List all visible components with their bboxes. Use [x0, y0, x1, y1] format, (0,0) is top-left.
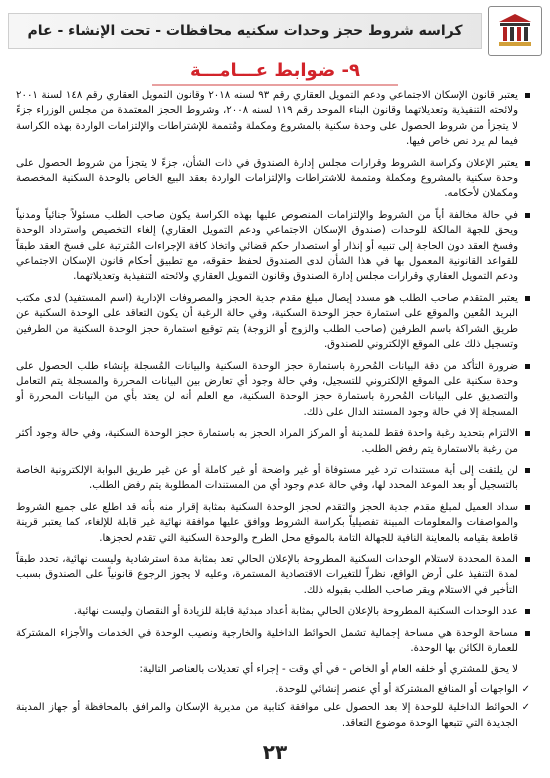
- content-body: [16, 88, 530, 734]
- clause-item: لن يلتفت إلى أية مستندات ترد غير مستوفاة أو غير واضحة أو غير كاملة أو عن غير طريق البوابة الإلكترونية الخاصة بالتسجيل أو بعد الموعد المحدد لها، وفي حالة عدم وجود أي من المستندات المطلوبة يتم رفض الطلب.: [16, 463, 530, 494]
- modification-text: الحوائط الداخلية للوحدة إلا بعد الحصول على موافقة كتابية من مديرية الإسكان والمرافق بالمحافظة أو جهاز المدينة الجديدة التي تتبعها الوحدة موضوع التعاقد.: [16, 702, 518, 729]
- clause-item: ضرورة التأكد من دقة البيانات المُحررة باستمارة حجز الوحدة السكنية والبيانات المُسجلة بإنشاء طلب الحصول على وحدة سكنية على الموقع الإلكتروني للتسجيل، وفي حالة وجود أي تعارض بين البيانات المحررة والمسجلة يتم التعامل والتصديق على البيانات المُحررة باستمارة حجز الوحدة السكنية، مع العلم أنه لن يعتد بأي من البيانات المحررة أو المسجلة إلا في حالة وجود المستند الدال على ذلك.: [16, 359, 530, 421]
- clause-item: يعتبر قانون الإسكان الاجتماعي ودعم التمويل العقاري رقم ٩٣ لسنه ٢٠١٨ وقانون التمويل العقاري رقم ١٤٨ لسنة ٢٠٠١ ولائحته التنفيذية وتعديلاتهما وقانون البناء الموحد رقم ١١٩ لسنه ٢٠٠٨، وشروط الحجز المعتمدة من مجلس الوزراء جزءً لا يتجزأ من شروط الحصول على وحدة سكنية بالمشروع ومكملة ومُتممة للإشتراطات والإلتزامات الواردة بهذه الكراسة فيما لم يرد نص خاص فيها.: [16, 88, 530, 150]
- title-underline: [152, 84, 398, 86]
- clause-item: الالتزام بتحديد رغبة واحدة فقط للمدينة أو المركز المراد الحجز به باستمارة حجز الوحدة السكنية، وفي حالة وجود أكثر من رغبة بالاستمارة يتم رفض الطلب.: [16, 426, 530, 457]
- section-title: ٩- ضوابط عـــامـــة: [190, 60, 360, 81]
- page-number: ٢٣: [262, 740, 288, 764]
- ministry-logo-icon: [494, 11, 536, 51]
- checkmark-icon: ✓: [521, 702, 530, 714]
- clause-item: في حالة مخالفة أياً من الشروط والإلتزامات المنصوص عليها بهذه الكراسة يكون صاحب الطلب مسئولاً جنائياً ومدنياً ويحق للجهة المالكة للوحدات (صندوق الإسكان الاجتماعي ودعم التمويل العقاري) إلغاء التخصيص واسترداد الوحدة وفسخ العقد دون الحاجة إلى تنبيه أو إنذار أو استصدار حكم قضائي واتخاذ كافة الإجراءات المُترتبة على فسخ العقد طبقاً للقواعد القانونية المعمول بها في هذا الشأن لدى الصندوق لحفظ حقوقه، مع تطبيق أحكام قانون الإسكان الاجتماعي ودعم التمويل العقاري وقرارات مجلس إدارة الصندوق وقانون التمويل العقاري ولائحته التنفيذية وتعديلاتهما.: [16, 208, 530, 285]
- clause-item: المدة المحددة لاستلام الوحدات السكنية المطروحة بالإعلان الحالي تعد بمثابة مدة استرشادية وليست نهائية، تحدد طبقاً لمدة التنفيذ على أرض الواقع، نظراً للتغيرات الاقتصادية المستمرة، وعليه لا يجوز الرجوع قانونياً على الصندوق بسبب التأخير في الاستلام ويقر صاحب الطلب بقبوله ذلك.: [16, 552, 530, 598]
- checkmark-icon: ✓: [521, 683, 530, 695]
- clause-item: مساحة الوحدة هي مساحة إجمالية تشمل الحوائط الداخلية والخارجية ونصيب الوحدة في الخدمات والأجزاء المشتركة للعمارة الكائن بها الوحدة.: [16, 626, 530, 657]
- modifications-intro: لا يحق للمشتري أو خلفه العام أو الخاص - في أي وقت - إجراء أي تعديلات بالعناصر التالية:: [139, 664, 518, 676]
- clause-item: سداد العميل لمبلغ مقدم جدية الحجز والتقدم لحجز الوحدة السكنية بمثابة إقرار منه بأنه قد اطلع على جميع الشروط والمواصفات والمعلومات المبينة تفصيلياً بكراسة الشروط ووافق عليها موافقة نهائية غير قابلة للإلغاء، كما يعتبر قرينة قاطعة بقيامه بالمعاينة النافية للجهالة التامة بالموقع محل الطرح والوحدة السكنية التي تقدم لحجزها.: [16, 500, 530, 546]
- logo: [488, 6, 542, 56]
- clause-item: يعتبر المتقدم صاحب الطلب هو مسدد إيصال مبلغ مقدم جدية الحجز والمصروفات الإدارية (اسم المستفيد) لدى مكتب البريد المُعين والموقع على استمارة حجز الوحدة السكنية، وفي حالة الرغبة أن يكون التعاقد على الوحدة السكنية عن طريق الشراكة باسم الطرفين (صاحب الطلب والزوج أو الزوجة) يتم توقيع استمارة حجز الوحدة السكنية من الطرفين وتسجيل ذلك على الموقع الإلكتروني للصندوق.: [16, 291, 530, 353]
- clause-item: عدد الوحدات السكنية المطروحة بالإعلان الحالي بمثابة أعداد مبدئية قابلة للزيادة أو النقصان وليست نهائية.: [16, 604, 530, 619]
- modification-item: [16, 682, 530, 697]
- header-title: كراسه شروط حجز وحدات سكنيه محافظات - تحت الإنشاء - عام: [8, 13, 482, 49]
- page-header: [8, 6, 542, 56]
- clause-item: يعتبر الإعلان وكراسة الشروط وقرارات مجلس إدارة الصندوق في ذات الشأن، جزءً لا يتجزأ من شروط الحصول على وحدة سكنية بالمشروع ومكملة ومتممة للاشتراطات والإلتزامات الواردة بعقد البيع الخاص بالوحدة السكنية المخصصة ومكملان لأحكامه.: [16, 156, 530, 202]
- modification-item: [16, 700, 530, 731]
- modification-text: الواجهات أو المنافع المشتركة أو أي عنصر إنشائي للوحدة.: [275, 683, 518, 695]
